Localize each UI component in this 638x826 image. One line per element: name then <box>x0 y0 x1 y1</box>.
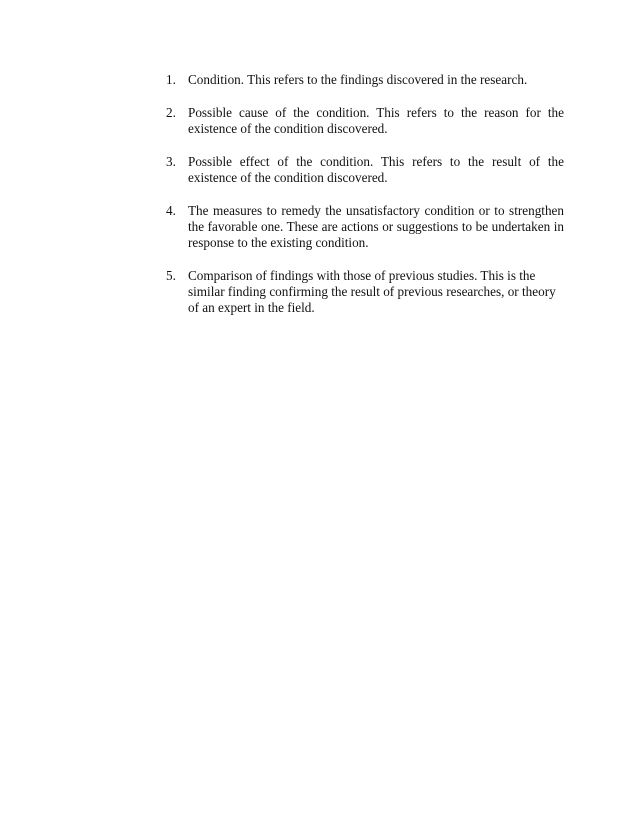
list-item-number: 1. <box>166 72 176 87</box>
list-item-number: 5. <box>166 268 176 283</box>
list-item-text: Possible effect of the condition. This refers to the result of the existence of the condition discovered. <box>188 154 564 185</box>
list-item <box>166 268 564 316</box>
list-item <box>166 72 564 88</box>
list-item-number: 3. <box>166 154 176 169</box>
numbered-list <box>166 72 564 333</box>
list-item-text: Comparison of findings with those of previous studies. This is the similar finding confirming the result of previous researches, or theory of an expert in the field. <box>188 268 556 315</box>
list-item <box>166 105 564 137</box>
list-item-number: 4. <box>166 203 176 218</box>
list-item-text: Possible cause of the condition. This refers to the reason for the existence of the condition discovered. <box>188 105 564 136</box>
list-item-text: The measures to remedy the unsatisfactory condition or to strengthen the favorable one. These are actions or suggestions to be undertaken in response to the existing condition. <box>188 203 564 250</box>
list-item-number: 2. <box>166 105 176 120</box>
list-item <box>166 154 564 186</box>
list-item <box>166 203 564 251</box>
list-item-text: Condition. This refers to the findings discovered in the research. <box>188 72 528 87</box>
